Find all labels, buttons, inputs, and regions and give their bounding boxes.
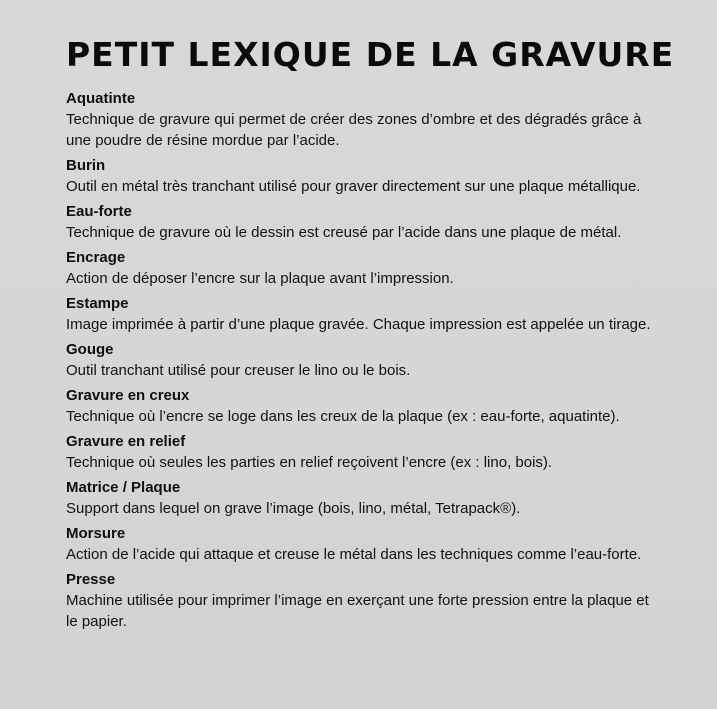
glossary-term: Burin: [66, 157, 106, 175]
glossary-entry: [66, 248, 679, 289]
glossary-entry: [66, 89, 679, 151]
glossary-entry: [66, 294, 679, 335]
glossary-definition: Machine utilisée pour imprimer l’image en exerçant une forte pression entre la plaque et le papier.: [66, 592, 649, 631]
glossary-term: Encrage: [66, 249, 126, 267]
glossary-definition: Outil tranchant utilisé pour creuser le lino ou le bois.: [66, 362, 411, 380]
glossary-definition: Technique où seules les parties en relief reçoivent l’encre (ex : lino, bois).: [66, 454, 553, 472]
glossary-definition: Outil en métal très tranchant utilisé pour graver directement sur une plaque métallique.: [66, 178, 641, 196]
glossary-definition: Technique de gravure qui permet de créer des zones d’ombre et des dégradés grâce à une poudre de résine mordue par l’acide.: [66, 111, 642, 150]
glossary-entry: [66, 156, 679, 197]
glossary-entry: [66, 386, 679, 427]
glossary-entry: [66, 202, 679, 243]
poster-title: PETIT LEXIQUE DE LA GRAVURE: [66, 35, 675, 74]
glossary-term: Gravure en relief: [66, 433, 186, 451]
glossary-term: Eau-forte: [66, 203, 132, 221]
glossary-entry: [66, 524, 679, 565]
glossary-definition: Technique où l’encre se loge dans les creux de la plaque (ex : eau-forte, aquatinte).: [66, 408, 620, 426]
glossary-entry: [66, 340, 679, 381]
glossary-definition: Technique de gravure où le dessin est creusé par l’acide dans une plaque de métal.: [66, 224, 622, 242]
glossary-term: Matrice / Plaque: [66, 479, 181, 497]
glossary-term: Gouge: [66, 341, 114, 359]
glossary-term: Morsure: [66, 525, 126, 543]
glossary-definition: Support dans lequel on grave l’image (bois, lino, métal, Tetrapack®).: [66, 500, 521, 518]
glossary-term: Estampe: [66, 295, 129, 313]
glossary-list: [66, 89, 679, 632]
glossary-entry: [66, 478, 679, 519]
glossary-term: Aquatinte: [66, 90, 136, 108]
glossary-term: Gravure en creux: [66, 387, 190, 405]
glossary-entry: [66, 570, 679, 632]
glossary-term: Presse: [66, 571, 116, 589]
glossary-definition: Action de l’acide qui attaque et creuse le métal dans les techniques comme l’eau-forte.: [66, 546, 642, 564]
glossary-definition: Image imprimée à partir d’une plaque gravée. Chaque impression est appelée un tirage.: [66, 316, 651, 334]
glossary-entry: [66, 432, 679, 473]
glossary-definition: Action de déposer l’encre sur la plaque avant l’impression.: [66, 270, 454, 288]
